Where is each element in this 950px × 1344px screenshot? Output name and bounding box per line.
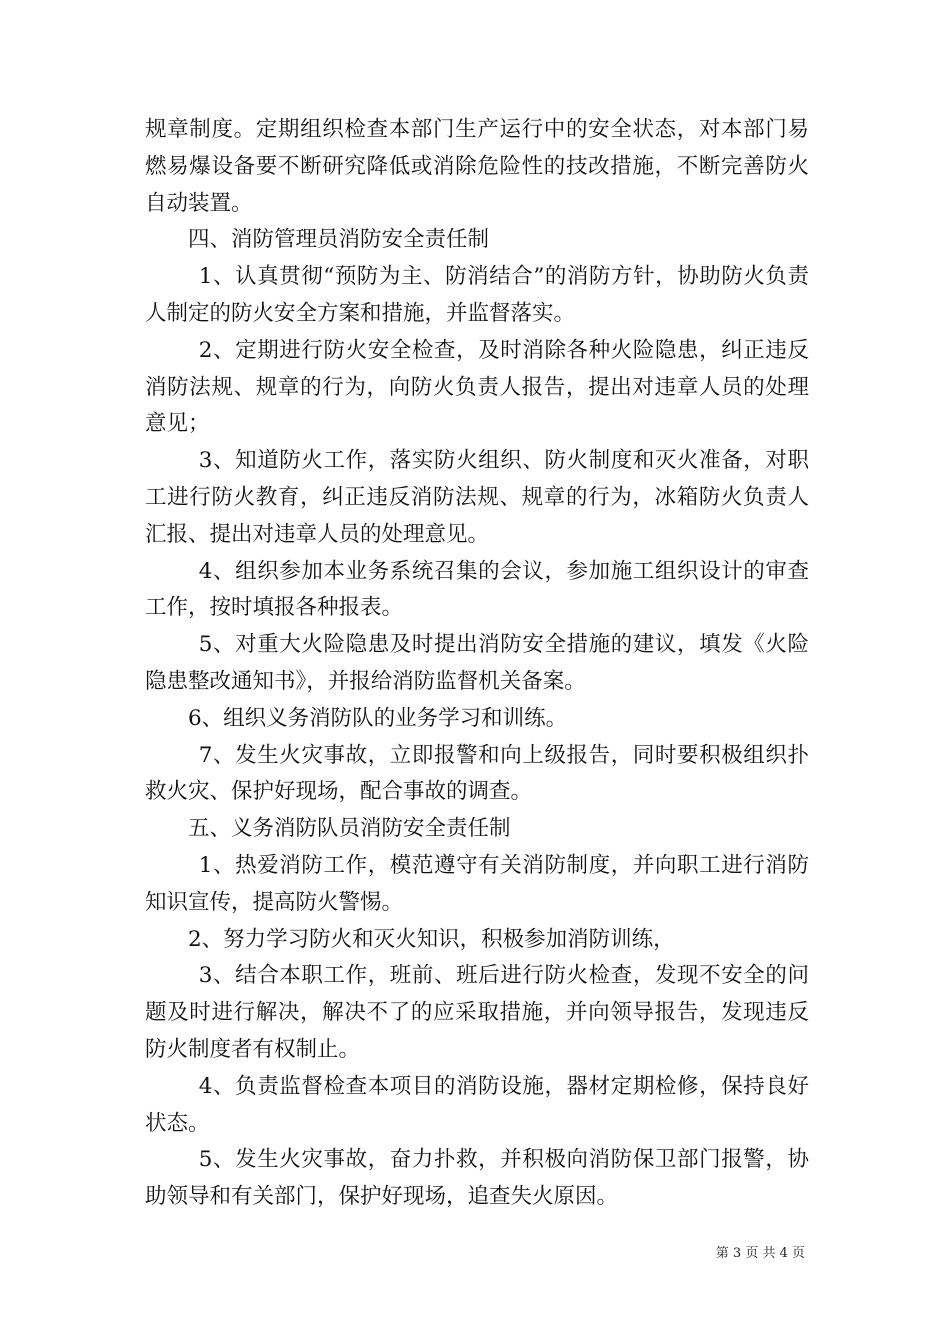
paragraph-item: 7、发生火灾事故，立即报警和向上级报告，同时要积极组织扑救火灾、保护好现场，配合事故的调查。: [145, 742, 809, 805]
paragraph-item: 6、组织义务消防队的业务学习和训练。: [188, 705, 568, 731]
paragraph-item: 4、负责监督检查本项目的消防设施，器材定期检修，保持良好状态。: [145, 1073, 809, 1136]
paragraph-item: 2、定期进行防火安全检查，及时消除各种火险隐患，纠正违反消防法规、规章的行为，向防火负责人报告，提出对违章人员的处理意见；: [145, 337, 809, 437]
paragraph-item: 3、结合本职工作，班前、班后进行防火检查，发现不安全的问题及时进行解决，解决不了的应采取措施，并向领导报告，发现违反防火制度者有权制止。: [145, 963, 809, 1062]
paragraph-item: 5、发生火灾事故，奋力扑救，并积极向消防保卫部门报警，协助领导和有关部门，保护好现场，追查失火原因。: [145, 1147, 809, 1210]
paragraph-item: 3、知道防火工作，落实防火组织、防火制度和灭火准备，对职工进行防火教育，纠正违反消防法规、规章的行为，冰箱防火负责人汇报、提出对违章人员的处理意见。: [145, 448, 809, 547]
paragraph-continuation: 规章制度。定期组织检查本部门生产运行中的安全状态，对本部门易燃易爆设备要不断研究降低或消除危险性的技改措施，不断完善防火自动装置。: [145, 117, 809, 216]
section-heading-4: 四、消防管理员消防安全责任制: [188, 227, 490, 253]
paragraph-item: 1、认真贯彻“预防为主、防消结合”的消防方针，协助防火负责人制定的防火安全方案和措施，并监督落实。: [145, 264, 809, 326]
paragraph-item: 1、热爱消防工作，模范遵守有关消防制度，并向职工进行消防知识宣传，提高防火警惕。: [145, 852, 809, 915]
page-number-footer: 第 3 页 共 4 页: [715, 1246, 805, 1261]
paragraph-item: 2、努力学习防火和灭火知识，积极参加消防训练，: [188, 926, 675, 952]
document-body: [145, 112, 809, 1216]
section-heading-5: 五、义务消防队员消防安全责任制: [188, 816, 511, 842]
paragraph-item: 5、对重大火险隐患及时提出消防安全措施的建议，填发《火险隐患整改通知书》，并报给消防监督机关备案。: [145, 632, 809, 694]
paragraph-item: 4、组织参加本业务系统召集的会议，参加施工组织设计的审查工作，按时填报各种报表。: [145, 558, 809, 621]
